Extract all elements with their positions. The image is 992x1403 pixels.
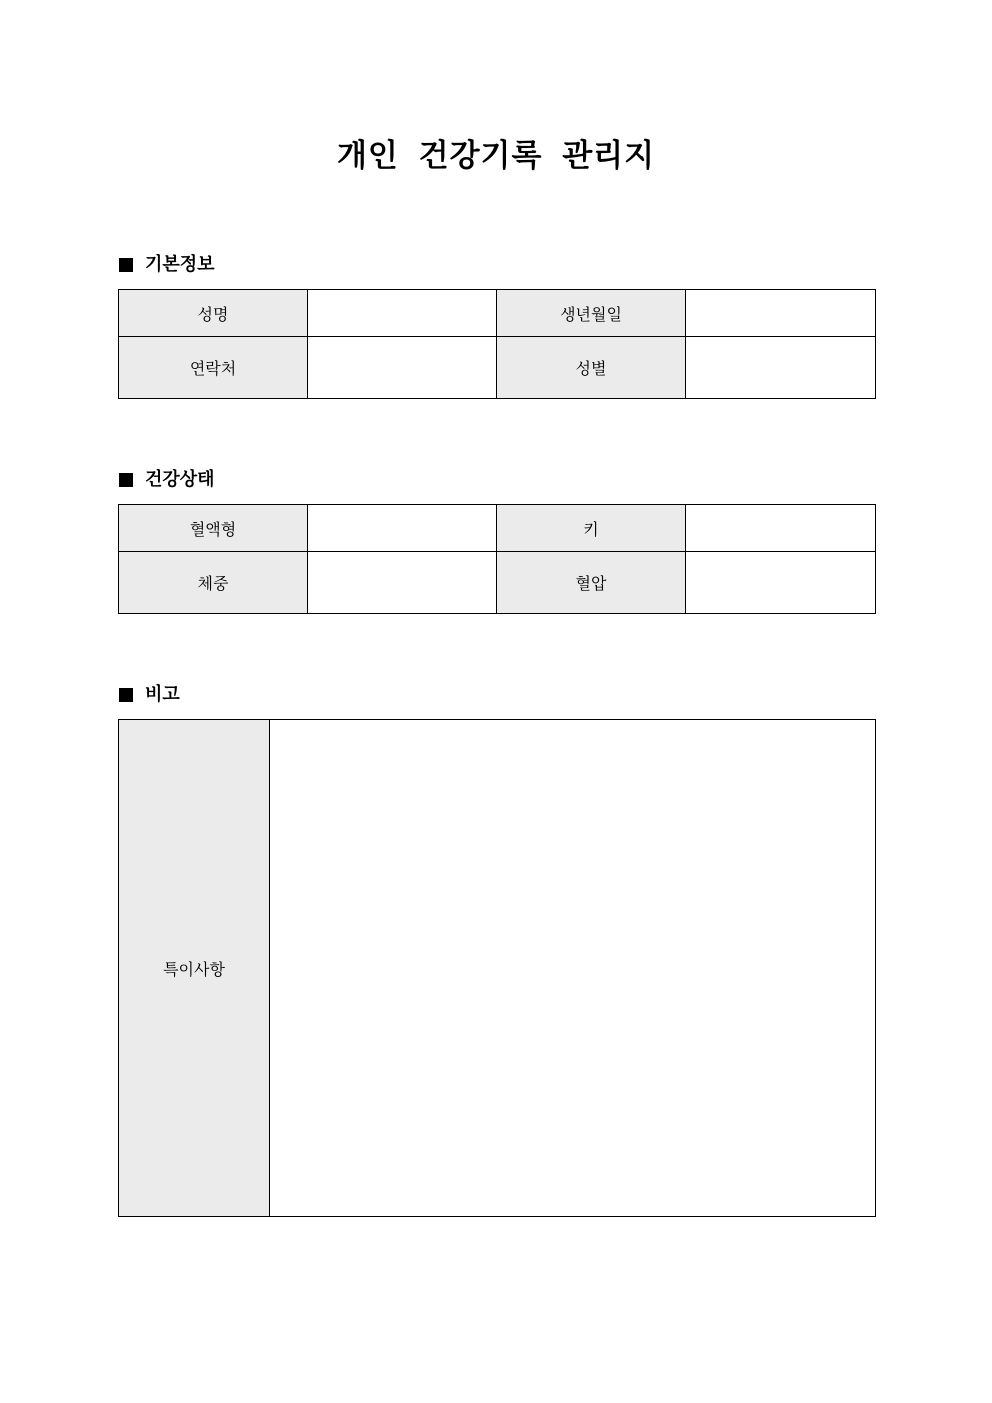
birthdate-label: 생년월일 <box>497 290 686 337</box>
blood-type-label: 혈액형 <box>119 505 308 552</box>
basic-info-table <box>118 289 876 399</box>
section-heading-label: 건강상태 <box>145 469 215 490</box>
health-status-table <box>118 504 876 614</box>
gender-field[interactable] <box>686 337 876 399</box>
blood-pressure-label: 혈압 <box>497 552 686 614</box>
black-square-icon <box>119 258 133 272</box>
table-row <box>119 505 876 552</box>
remarks-table <box>118 719 876 1217</box>
contact-field[interactable] <box>308 337 497 399</box>
special-notes-label: 특이사항 <box>119 720 270 1217</box>
weight-field[interactable] <box>308 552 497 614</box>
section-heading-remarks <box>119 683 180 707</box>
weight-label: 체중 <box>119 552 308 614</box>
black-square-icon <box>119 473 133 487</box>
section-heading-label: 기본정보 <box>145 254 215 275</box>
height-field[interactable] <box>686 505 876 552</box>
table-row <box>119 290 876 337</box>
black-square-icon <box>119 688 133 702</box>
special-notes-field[interactable] <box>270 720 876 1217</box>
section-heading-basic-info <box>119 253 215 277</box>
contact-label: 연락처 <box>119 337 308 399</box>
table-row <box>119 337 876 399</box>
blood-type-field[interactable] <box>308 505 497 552</box>
table-row <box>119 552 876 614</box>
table-row <box>119 720 876 1217</box>
blood-pressure-field[interactable] <box>686 552 876 614</box>
section-heading-health-status <box>119 468 215 492</box>
height-label: 키 <box>497 505 686 552</box>
page-title: 개인 건강기록 관리지 <box>336 138 656 174</box>
name-field[interactable] <box>308 290 497 337</box>
birthdate-field[interactable] <box>686 290 876 337</box>
section-heading-label: 비고 <box>145 684 180 705</box>
name-label: 성명 <box>119 290 308 337</box>
gender-label: 성별 <box>497 337 686 399</box>
